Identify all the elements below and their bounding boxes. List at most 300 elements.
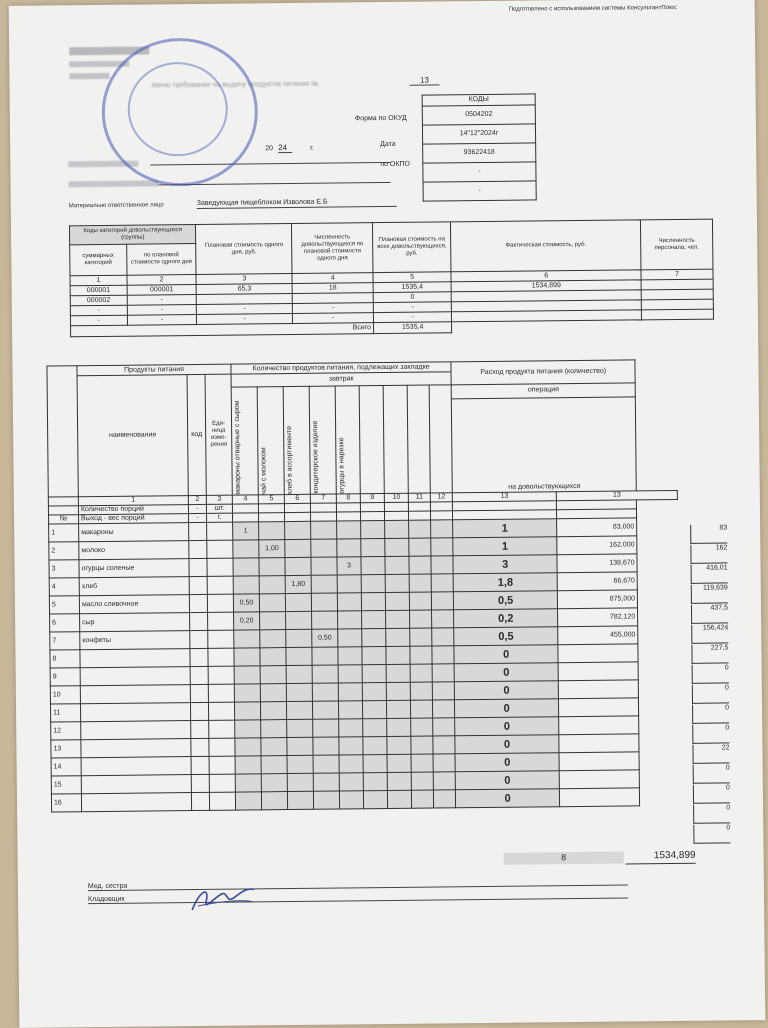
dish-cell <box>286 665 312 683</box>
dish-cell <box>338 647 362 665</box>
dish-cell <box>287 719 313 737</box>
dish-label: чай с молоком <box>260 446 268 495</box>
dish-cell <box>338 683 362 701</box>
dish-header <box>359 386 384 494</box>
product-code <box>191 774 209 792</box>
consumption-qty: 3 <box>453 555 557 574</box>
dish-cell <box>411 736 433 754</box>
consumption-price <box>559 734 639 753</box>
product-unit <box>207 576 233 594</box>
products-table: Продукты питания Количество продуктов питания, подлежащих закладке Расход продукта питания (количество) наименование код Еди- ница изме- рения завтрак макароны отварные с сыром чай с молоком хлеб в ассортименте кондитерское изделие огурцы в нарезке операция на довольствующихся 1 2 3 4 5 6 7 8 9 10 11 12 13 13 Количество порций - шт. № Выход - вес порций - г. 1 макароны 1 1 83,000 2 молоко 1,00 1 162,000 3 огурцы соленые 3 3 138,670 4 хлеб 1,80 1,8 66,670 5 масло сливочное 0,50 0,5 875,000 6 сыр 0,20 0,2 782,120 7 конфеты 0,50 0,5 455,000 8 0 9 0 10 0 11 0 12 0 13 0 14 0 15 0 16 0 <box>46 359 681 813</box>
prod-col-num: 9 <box>360 494 384 503</box>
dish-cell <box>433 736 455 754</box>
dish-cell <box>431 574 453 592</box>
dish-cell <box>431 592 453 610</box>
product-code <box>191 720 209 738</box>
dish-cell <box>409 592 431 610</box>
row-number: 16 <box>51 794 81 812</box>
storekeeper-label: Кладовщик <box>87 895 125 904</box>
h-codes-group: Коды категорий довольствующихся (группы) <box>69 224 196 244</box>
row-sum: 0 <box>692 704 729 723</box>
dish-cell <box>362 665 386 683</box>
dish-cell <box>338 629 362 647</box>
dish-cell <box>313 773 339 791</box>
consumption-qty: 0 <box>455 753 559 772</box>
dish-cell <box>363 737 387 755</box>
top-note: Подготовлено с использованием системы КонсультантПлюс <box>508 4 677 13</box>
cat-col-num: 1 <box>70 275 127 286</box>
h-plan-cost: по плановой стоимости одного дня <box>126 243 196 275</box>
dish-cell: 1,00 <box>259 540 285 558</box>
consumption-qty: 1 <box>453 519 557 538</box>
product-code <box>189 576 207 594</box>
consumption-qty: 1,8 <box>453 573 557 592</box>
row-sum: 162 <box>690 544 727 563</box>
dish-cell <box>285 593 311 611</box>
consumption-price: 138,670 <box>557 554 637 573</box>
dish-cell <box>260 612 286 630</box>
dish-label: макароны отварные с сыром <box>233 400 242 495</box>
dish-cell <box>338 611 362 629</box>
consumption-price <box>558 662 638 681</box>
h-staff: Численность персонала, чел. <box>640 219 713 270</box>
dish-cell <box>233 558 259 576</box>
dish-cell <box>386 628 410 646</box>
dish-cell <box>339 737 363 755</box>
dish-cell <box>235 702 261 720</box>
dish-cell <box>233 576 259 594</box>
dish-cell <box>363 773 387 791</box>
dish-cell <box>385 556 409 574</box>
product-code <box>190 612 208 630</box>
dish-cell: 0,20 <box>234 612 260 630</box>
row-sum: 156,424 <box>691 624 728 643</box>
dish-cell <box>363 755 387 773</box>
dish-cell <box>337 521 361 539</box>
dish-cell <box>433 754 455 772</box>
dish-cell <box>431 520 453 538</box>
dish-cell <box>313 737 339 755</box>
row-sum: 22 <box>692 744 729 763</box>
dish-cell <box>285 521 311 539</box>
cat-cell: - <box>197 303 293 314</box>
product-name <box>81 775 191 794</box>
dish-cell <box>362 611 386 629</box>
product-code <box>189 594 207 612</box>
dish-cell <box>432 628 454 646</box>
row-number: 12 <box>51 722 81 740</box>
dish-cell <box>260 666 286 684</box>
row-number: 8 <box>50 650 80 668</box>
dish-cell <box>286 647 312 665</box>
responsible-label: Материально ответственное лицо <box>68 202 164 210</box>
row-number: 14 <box>51 758 81 776</box>
product-code <box>190 630 208 648</box>
dish-cell <box>285 539 311 557</box>
cat-cell: 1534,899 <box>451 280 641 292</box>
h-breakfast: завтрак <box>231 372 451 388</box>
dish-cell <box>362 701 386 719</box>
dish-label: огурцы в нарезке <box>338 437 346 494</box>
dish-cell <box>385 538 409 556</box>
dish-cell <box>433 790 455 808</box>
dish-cell <box>385 520 409 538</box>
dish-cell <box>363 719 387 737</box>
product-name: конфеты <box>80 631 190 650</box>
dish-cell <box>261 720 287 738</box>
date-year: 24 <box>278 143 292 153</box>
product-name <box>80 667 190 686</box>
dish-cell <box>235 792 261 810</box>
dish-cell <box>287 755 313 773</box>
dish-header <box>257 387 284 495</box>
dish-cell <box>387 790 411 808</box>
dish-cell <box>411 754 433 772</box>
dish-cell <box>311 557 337 575</box>
dish-cell <box>337 575 361 593</box>
dish-label: хлеб в ассортименте <box>286 425 294 495</box>
dish-cell <box>411 718 433 736</box>
dish-cell <box>432 700 454 718</box>
product-code <box>190 666 208 684</box>
product-code <box>189 522 207 540</box>
h-per-person: на довольствующихся <box>451 397 636 493</box>
prod-col-num: 7 <box>310 494 336 503</box>
cat-cell: 0 <box>373 292 452 303</box>
total-label: Всего <box>71 323 374 337</box>
product-name <box>81 793 191 812</box>
cat-cell: - <box>127 294 197 305</box>
row-number: 11 <box>50 704 80 722</box>
dish-cell <box>233 540 259 558</box>
consumption-qty: 0 <box>455 771 559 790</box>
categories-table <box>69 219 714 338</box>
nurse-label: Мед. сестра <box>87 882 128 891</box>
date-day: 20 <box>265 145 274 153</box>
cat-cell: 65,3 <box>197 283 293 294</box>
product-unit <box>209 792 235 810</box>
dish-cell <box>361 539 385 557</box>
consumption-price <box>558 680 638 699</box>
h-planned-all: Плановая стоимость на всех довольствующихся, руб. <box>372 222 451 273</box>
h-count: Численность довольствующихся по плановой стоимости одного дня <box>292 223 373 274</box>
dish-cell <box>361 557 385 575</box>
code-dash-2: - <box>423 181 536 201</box>
consumption-price: 455,000 <box>558 626 638 645</box>
product-unit <box>207 540 233 558</box>
product-name: макароны <box>79 523 189 542</box>
dish-cell <box>410 610 432 628</box>
consumption-price <box>559 770 639 789</box>
cat-cell: 18 <box>292 283 373 294</box>
dish-cell <box>261 756 287 774</box>
signature <box>188 879 258 916</box>
portions-label: Количество порций <box>78 505 188 515</box>
dish-cell <box>235 720 261 738</box>
consumption-price <box>560 788 640 807</box>
dish-cell <box>431 538 453 556</box>
dish-cell <box>410 646 432 664</box>
product-unit <box>208 684 234 702</box>
product-unit <box>208 648 234 666</box>
consumption-price <box>558 644 638 663</box>
dish-cell: 1 <box>233 522 259 540</box>
row-number: 9 <box>50 668 80 686</box>
date-value: 14"12"2024г <box>422 124 535 144</box>
product-unit <box>209 738 235 756</box>
dish-cell <box>312 647 338 665</box>
dish-cell <box>311 593 337 611</box>
product-unit <box>207 522 233 540</box>
row-sum: 227,5 <box>691 644 728 663</box>
dish-cell <box>337 539 361 557</box>
row-sum: 0 <box>692 684 729 703</box>
dish-cell <box>433 718 455 736</box>
product-unit <box>208 612 234 630</box>
dish-cell <box>386 610 410 628</box>
dish-cell: 0,50 <box>312 629 338 647</box>
product-unit <box>208 702 234 720</box>
prod-col-num: 1 <box>78 496 188 506</box>
product-name: молоко <box>79 541 189 560</box>
prod-col-num: 13 <box>452 492 556 502</box>
product-code <box>191 792 209 810</box>
consumption-qty: 0 <box>454 681 558 700</box>
h-products: Продукты питания <box>77 364 231 376</box>
dish-cell <box>259 594 285 612</box>
dish-cell <box>339 719 363 737</box>
dish-cell <box>410 682 432 700</box>
dish-cell <box>431 556 453 574</box>
prod-col-num: 6 <box>284 494 310 503</box>
dish-cell <box>411 790 433 808</box>
dish-cell <box>261 774 287 792</box>
product-unit <box>209 720 235 738</box>
cat-cell: - <box>197 313 293 324</box>
row-number: 6 <box>50 614 80 632</box>
dish-cell <box>311 521 337 539</box>
dish-cell <box>362 629 386 647</box>
output-label: Выход - вес порций <box>79 514 189 524</box>
dish-cell <box>387 736 411 754</box>
consumption-price <box>559 698 639 717</box>
dish-header <box>429 385 452 493</box>
dish-cell: 3 <box>337 557 361 575</box>
dish-cell <box>387 754 411 772</box>
dish-cell <box>261 792 287 810</box>
dish-cell <box>386 646 410 664</box>
consumption-price: 83,000 <box>557 518 637 537</box>
total-qty: 8 <box>504 852 624 865</box>
okpo-code: 93622418 <box>423 143 536 163</box>
product-name <box>80 685 190 704</box>
dish-cell <box>387 772 411 790</box>
consumption-price: 66,670 <box>557 572 637 591</box>
product-name: огурцы соленые <box>79 559 189 578</box>
h-operation: операция <box>451 383 635 398</box>
cat-cell: - <box>70 315 127 326</box>
dish-cell <box>409 520 431 538</box>
dish-cell <box>361 575 385 593</box>
product-unit <box>209 774 235 792</box>
dish-cell <box>312 701 338 719</box>
dish-cell <box>287 773 313 791</box>
consumption-qty: 0 <box>455 735 559 754</box>
row-sum: 437,5 <box>691 604 728 623</box>
dish-cell <box>259 522 285 540</box>
dish-cell <box>312 611 338 629</box>
document-page <box>9 0 766 1028</box>
prod-col-num: 2 <box>188 495 206 504</box>
dish-cell <box>363 791 387 809</box>
product-code <box>190 684 208 702</box>
dish-label: кондитерское изделие <box>312 420 320 494</box>
h-unit: Еди- ница изме- рения <box>205 374 232 495</box>
consumption-qty: 0 <box>456 789 560 808</box>
consumption-qty: 0 <box>455 699 559 718</box>
cat-col-num: 4 <box>292 273 373 284</box>
dish-cell <box>287 737 313 755</box>
product-name <box>80 649 190 668</box>
okud-label: Форма по ОКУД <box>354 114 407 123</box>
product-unit <box>208 630 234 648</box>
dish-cell <box>386 682 410 700</box>
product-code <box>190 648 208 666</box>
dish-cell <box>234 630 260 648</box>
cat-cell: - <box>373 312 452 323</box>
dish-cell <box>433 772 455 790</box>
dish-header <box>407 385 430 493</box>
dish-cell <box>259 576 285 594</box>
row-number: 2 <box>49 542 79 560</box>
code-dash-1: - <box>423 162 536 182</box>
dish-header <box>335 386 360 494</box>
dish-cell <box>285 557 311 575</box>
codes-header: КОДЫ <box>422 94 535 106</box>
dish-cell <box>386 700 410 718</box>
dish-cell <box>410 664 432 682</box>
dish-cell <box>311 575 337 593</box>
product-unit <box>207 558 233 576</box>
dish-cell <box>235 774 261 792</box>
dish-header <box>309 386 336 494</box>
dish-cell <box>287 701 313 719</box>
dish-cell <box>234 684 260 702</box>
row-sum: 0 <box>693 824 730 843</box>
dish-cell <box>235 756 261 774</box>
h-quantity: Количество продуктов питания, подлежащих закладке <box>231 362 451 374</box>
consumption-qty: 0,5 <box>454 627 558 646</box>
cat-col-num: 2 <box>127 274 197 285</box>
dish-cell <box>261 738 287 756</box>
product-code <box>191 738 209 756</box>
dish-cell <box>312 683 338 701</box>
date-year-letter: г. <box>310 144 314 152</box>
dish-cell <box>260 648 286 666</box>
consumption-price: 875,000 <box>557 590 637 609</box>
cat-cell: - <box>70 305 127 316</box>
row-number: 4 <box>49 578 79 596</box>
dish-cell <box>260 684 286 702</box>
doc-number: 13 <box>409 75 439 85</box>
cat-col-num: 6 <box>451 270 641 282</box>
dish-cell <box>385 574 409 592</box>
row-number: 7 <box>50 632 80 650</box>
product-code <box>189 540 207 558</box>
consumption-price: 782,120 <box>558 608 638 627</box>
prod-col-num: 8 <box>336 494 360 503</box>
dish-cell <box>432 646 454 664</box>
dish-cell <box>339 755 363 773</box>
dish-cell <box>313 755 339 773</box>
dish-cell: 0,50 <box>233 594 259 612</box>
dish-cell <box>361 593 385 611</box>
dish-header <box>231 387 258 495</box>
row-sum: 119,639 <box>691 584 728 603</box>
codes-table <box>422 93 537 201</box>
dish-cell <box>409 538 431 556</box>
dish-cell <box>313 719 339 737</box>
total-sum: 1534,899 <box>626 850 696 865</box>
total-value: 1535,4 <box>373 322 452 334</box>
h-code: код <box>187 374 206 495</box>
consumption-price <box>559 752 639 771</box>
row-number: 3 <box>49 560 79 578</box>
dish-cell <box>234 666 260 684</box>
row-number: 5 <box>49 596 79 614</box>
dish-cell <box>338 665 362 683</box>
dish-cell <box>410 628 432 646</box>
product-name <box>80 703 190 722</box>
dish-cell <box>387 718 411 736</box>
dish-cell <box>432 664 454 682</box>
cat-cell: 000002 <box>70 295 127 306</box>
consumption-qty: 0 <box>455 717 559 736</box>
dish-cell <box>287 791 313 809</box>
prod-col-num: 3 <box>206 495 232 504</box>
dish-cell <box>409 574 431 592</box>
consumption-price: 162,000 <box>557 536 637 555</box>
consumption-qty: 1 <box>453 537 557 556</box>
product-code <box>191 756 209 774</box>
doc-title: Меню-требование на выдачу продуктов питания № <box>151 80 319 90</box>
product-code <box>190 702 208 720</box>
dish-cell <box>362 647 386 665</box>
row-sum: 0 <box>693 764 730 783</box>
cat-cell: - <box>293 313 374 324</box>
dish-header <box>283 387 310 495</box>
h-planned-cost-day: Плановая стоимость одного дня, руб. <box>196 223 292 274</box>
dish-cell <box>337 593 361 611</box>
product-name: хлеб <box>79 577 189 596</box>
dish-cell <box>385 592 409 610</box>
cat-cell: 000001 <box>127 284 197 295</box>
dish-cell <box>259 558 285 576</box>
product-code <box>189 558 207 576</box>
product-name: масло сливочное <box>79 595 189 614</box>
dish-cell <box>432 610 454 628</box>
dish-cell <box>339 791 363 809</box>
responsible-value: Заведующая пищеблоком Изволова Е.Б <box>197 198 397 209</box>
prod-col-num: 13 <box>556 490 677 500</box>
dish-header <box>383 386 408 494</box>
consumption-qty: 0 <box>454 645 558 664</box>
cat-cell: 1535,4 <box>373 282 452 293</box>
prod-col-num: 10 <box>384 493 408 502</box>
dish-cell <box>261 702 287 720</box>
dish-cell <box>386 664 410 682</box>
dish-cell <box>286 683 312 701</box>
